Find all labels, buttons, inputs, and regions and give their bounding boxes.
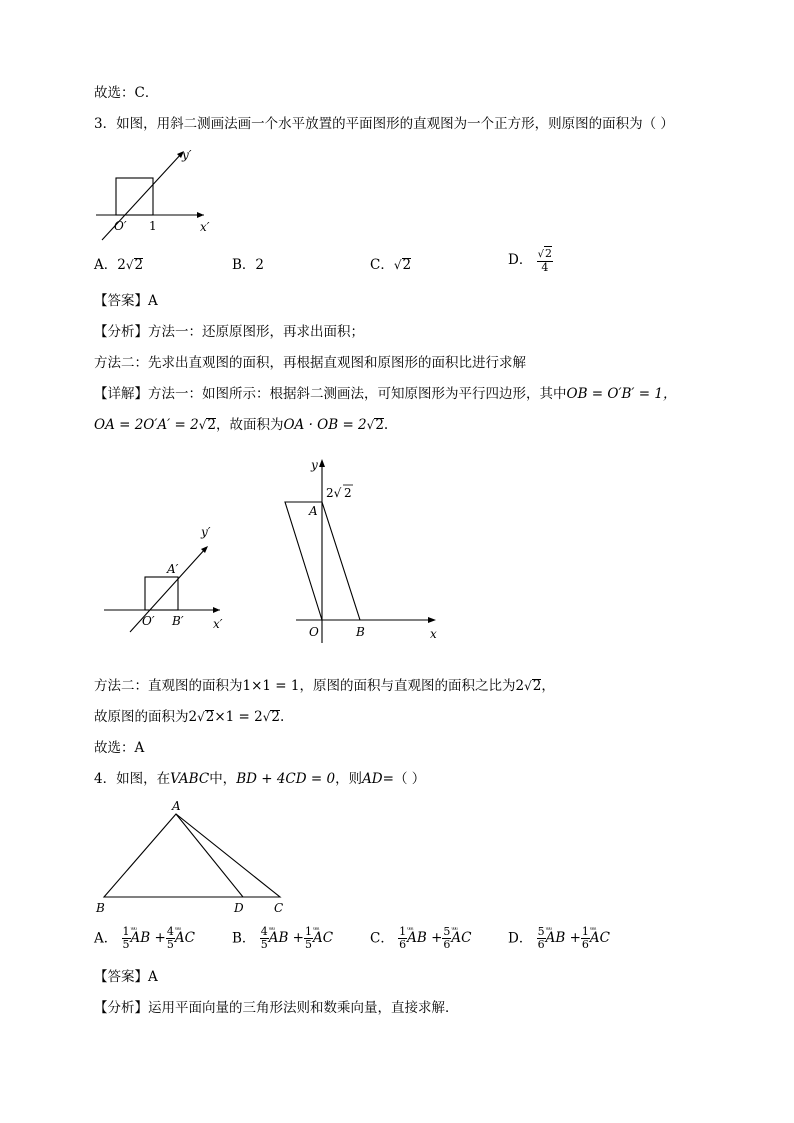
q3-detail-2: OA = 2O′A′ = 2√2，故面积为OA · OB = 2√2. <box>94 417 389 433</box>
q3-method2-line1: 方法二：直观图的面积为1×1 = 1，原图的面积与直观图的面积之比为2√2， <box>94 678 555 694</box>
fig2-right-y-label: y <box>311 458 318 472</box>
q4-fig-d-label: D <box>234 901 244 915</box>
fig2-left-a-label: A′ <box>167 562 179 576</box>
q4-option-a: A． $\frac{1}{5}$ ᵘᵘᵘ AB + $\frac{4}{5}$ ᵘᵘᵘ AC <box>94 926 195 951</box>
q3-fig-o-label: O′ <box>114 219 127 233</box>
q4-fig-c-label: C <box>274 901 284 915</box>
q3-figure <box>94 145 224 240</box>
q3-detail-fig-right <box>282 455 452 645</box>
fig2-left-b-label: B′ <box>172 614 184 628</box>
q4-option-b: B． $\frac{4}{5}$ ᵘᵘᵘ AB + $\frac{1}{5}$ ᵘᵘᵘ AC <box>232 926 333 951</box>
q3-option-a: A．2√2 <box>94 257 144 273</box>
q4-fig-b-label: B <box>96 901 105 915</box>
q3-option-b: B．2 <box>232 257 265 273</box>
fig2-left-o-label: O′ <box>142 614 155 628</box>
q3-detail-1: 【详解】方法一：如图所示：根据斜二测画法，可知原图形为平行四边形，其中OB = O′B′ = 1， <box>94 386 677 402</box>
q3-fig-x-label: x′ <box>200 220 210 234</box>
fig2-right-a-label: A <box>309 504 318 518</box>
q3-analysis-1: 【分析】方法一：还原原图形，再求出面积； <box>94 324 364 340</box>
fig2-left-x-label: x′ <box>213 617 223 631</box>
q4-analysis: 【分析】运用平面向量的三角形法则和数乘向量，直接求解． <box>94 1000 459 1016</box>
q3-fig-1-label: 1 <box>149 219 157 233</box>
q4-option-c: C． $\frac{1}{6}$ ᵘᵘᵘ AB + $\frac{5}{6}$ ᵘᵘᵘ AC <box>370 926 472 951</box>
fig2-left-y-label: y′ <box>201 525 211 539</box>
q3-answer: 【答案】A <box>94 293 158 309</box>
q3-fig-y-label: y′ <box>182 148 192 162</box>
q4-option-d: D． $\frac{5}{6}$ ᵘᵘᵘ AB + $\frac{1}{6}$ ᵘᵘᵘ AC <box>508 926 610 951</box>
q3-analysis-2: 方法二：先求出直观图的面积，再根据直观图和原图形的面积比进行求解 <box>94 355 526 371</box>
q3-stem: 3．如图，用斜二测画法画一个水平放置的平面图形的直观图为一个正方形，则原图的面积为（ ） <box>94 116 674 132</box>
q3-option-c: C．√2 <box>370 257 412 273</box>
prev-choice: 故选：C． <box>94 85 159 101</box>
q4-triangle-figure <box>92 797 302 917</box>
q3-detail-fig-left <box>100 520 240 635</box>
fig2-right-o-label: O <box>309 625 319 639</box>
q3-option-d: D． $\frac{√2}{4}$ <box>508 247 552 274</box>
q4-stem: 4．如图，在VABC中，BD + 4CD = 0，则AD=（ ） <box>94 771 426 787</box>
q4-fig-a-label: A <box>172 799 181 813</box>
q3-choose: 故选：A <box>94 740 145 756</box>
q4-answer: 【答案】A <box>94 969 158 985</box>
fig2-right-val-label: 2√ <box>326 486 342 500</box>
q3-method2-line2: 故原图的面积为2√2×1 = 2√2. <box>94 709 285 725</box>
fig2-right-x-label: x <box>430 627 437 641</box>
fig2-right-b-label: B <box>356 625 365 639</box>
fig2-right-val-rad: 2 <box>344 486 352 500</box>
